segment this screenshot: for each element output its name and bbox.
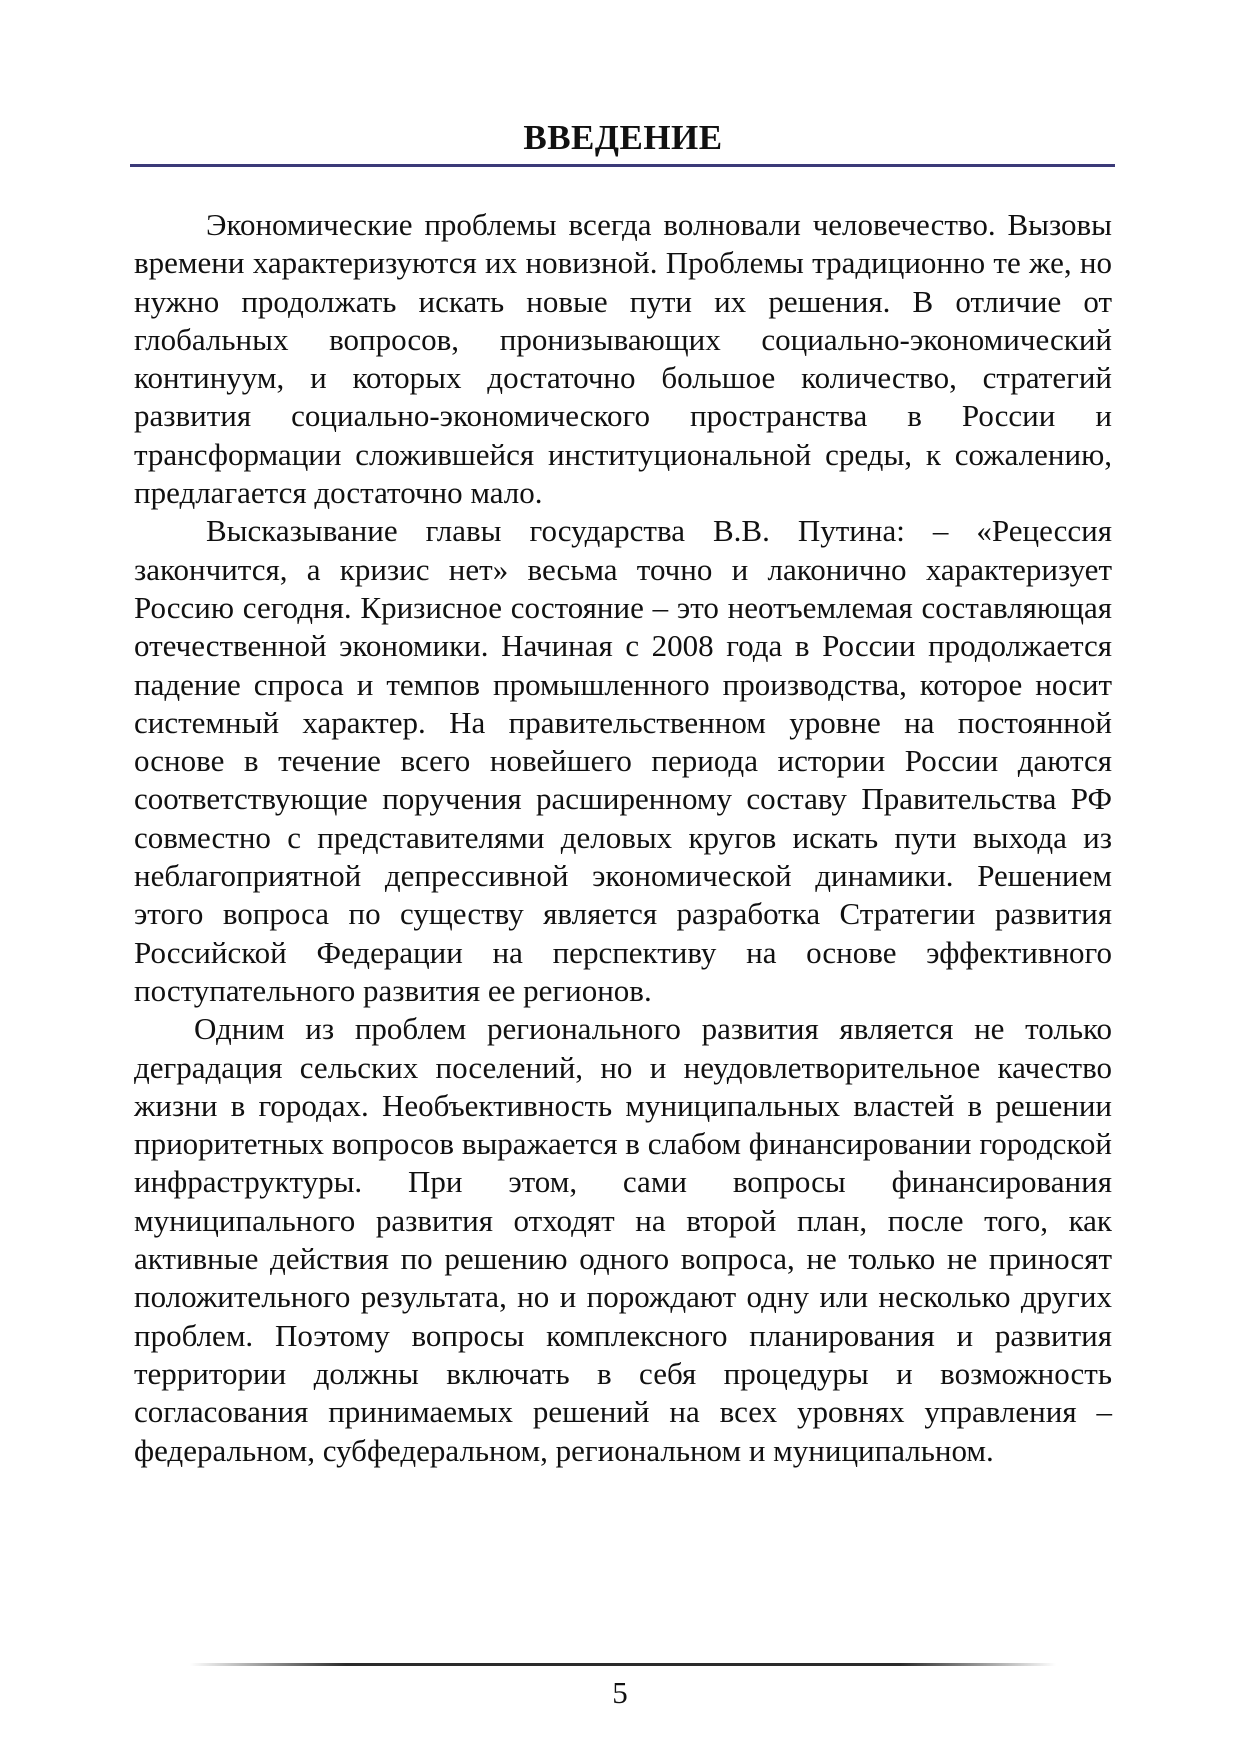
heading-underline	[130, 164, 1115, 167]
paragraph-3: Одним из проблем регионального развития является не только деградация сельских поселений, но и неудовлетворительное качество жизни в городах. Необъективность муниципальных властей в решении приоритетных вопросов выражается в слабом финансировании городской инфраструктуры. При этом, сами вопросы финансирования муниципального развития отходят на второй план, после того, как активные действия по решению одного вопроса, не только не приносят положительного результата, но и порождают одну или несколько других проблем. Поэтому вопросы комплексного планирования и развития территории должны включать в себя процедуры и возможность согласования принимаемых решений на всех уровнях управления – федеральном, субфедеральном, региональном и муниципальном.	[134, 1011, 1112, 1468]
paragraph-2: Высказывание главы государства В.В. Путина: – «Рецессия закончится, а кризис нет» весьма точно и лаконично характеризует Россию сегодня. Кризисное состояние – это неотъемлемая составляющая отечественной экономики. Начиная с 2008 года в России продолжается падение спроса и темпов промышленного производства, которое носит системный характер. На правительственном уровне на постоянной основе в течение всего новейшего периода истории России даются соответствующие поручения расширенному составу Правительства РФ совместно с представителями деловых кругов искать пути выхода из неблагоприятной депрессивной экономической динамики. Решением этого вопроса по существу является разработка Стратегии развития Российской Федерации на перспективу на основе эффективного поступательного развития ее регионов.	[134, 513, 1112, 1008]
page-number: 5	[612, 1675, 628, 1710]
section-heading: ВВЕДЕНИЕ	[523, 118, 723, 157]
footer-rule	[190, 1663, 1056, 1666]
paragraph-1: Экономические проблемы всегда волновали человечество. Вызовы времени характеризуются их новизной. Проблемы традиционно те же, но нужно продолжать искать новые пути их решения. В отличие от глобальных вопросов, пронизывающих социально-экономический континуум, и которых достаточно большое количество, стратегий развития социально-экономического пространства в России и трансформации сложившейся институциональной среды, к сожалению, предлагается достаточно мало.	[134, 207, 1112, 511]
body-text	[134, 206, 1112, 1470]
